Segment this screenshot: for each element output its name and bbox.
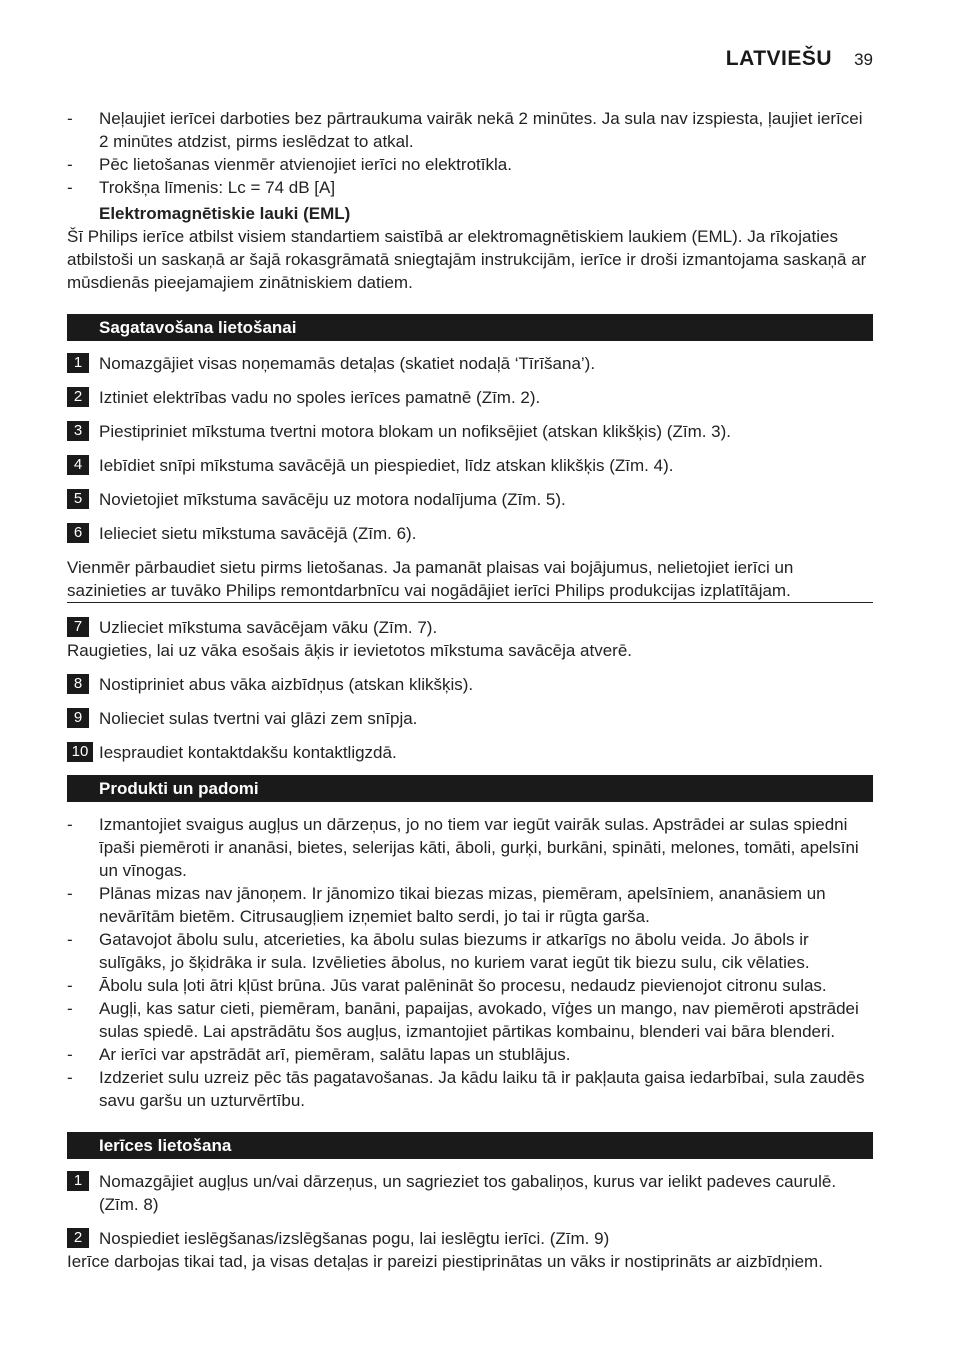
language-label: LATVIEŠU <box>725 47 833 70</box>
step-number: 2 <box>67 1228 89 1248</box>
warning-text: Vienmēr pārbaudiet sietu pirms lietošanas. Ja pamanāt plaisas vai bojājumus, nelietojiet ierīci un sazinieties ar tuvāko Philips remontdarbnīcu vai nogādājiet ierīci Philips produkcijas izplatītājam. <box>67 556 873 603</box>
step-text: Novietojiet mīkstuma savācēju uz motora nodalījuma (Zīm. 5). <box>99 490 566 509</box>
step-number: 7 <box>67 617 89 637</box>
step-number: 2 <box>67 387 89 407</box>
step-item <box>67 741 873 764</box>
step-number: 5 <box>67 489 89 509</box>
step-item <box>67 1227 873 1250</box>
step-item <box>67 386 873 409</box>
step-text: Nomazgājiet visas noņemamās detaļas (skatiet nodaļā ‘Tīrīšana’). <box>99 354 596 373</box>
step-text: Iebīdiet snīpi mīkstuma savācējā un piespiediet, līdz atskan klikšķis (Zīm. 4). <box>99 456 674 475</box>
list-item: - Augļi, kas satur cieti, piemēram, banāni, papaijas, avokado, vīģes un mango, nav piemēroti apstrādei sulas spiedē. Lai apstrādātu šos augļus, izmantojiet pārtikas kombainu, blenderi vai bāra blenderi. <box>67 997 873 1043</box>
list-item: - Izdzeriet sulu uzreiz pēc tās pagatavošanas. Ja kādu laiku tā ir pakļauta gaisa iedarbībai, sula zaudēs savu garšu un uzturvērtību. <box>67 1066 873 1112</box>
safety-list <box>67 107 873 199</box>
list-item: - Trokšņa līmenis: Lc = 74 dB [A] <box>67 176 873 199</box>
step-number: 3 <box>67 421 89 441</box>
step-item <box>67 352 873 375</box>
step-item <box>67 454 873 477</box>
step-number: 1 <box>67 353 89 373</box>
section-heading-usage: Ierīces lietošana <box>67 1132 873 1159</box>
step-item <box>67 616 873 639</box>
list-item: - Izmantojiet svaigus augļus un dārzeņus, jo no tiem var iegūt vairāk sulas. Apstrādei ar sulas spiedni īpaši piemēroti ir ananāsi, bietes, selerijas kāti, āboli, gurķi, burkāni, spināti, melones, tomāti, apelsīni un vīnogas. <box>67 813 873 882</box>
step-number: 1 <box>67 1171 89 1191</box>
emf-heading: Elektromagnētiskie lauki (EML) <box>99 204 351 223</box>
step-item <box>67 1170 873 1216</box>
list-item: - Ar ierīci var apstrādāt arī, piemēram, salātu lapas un stublājus. <box>67 1043 873 1066</box>
usage-note: Ierīce darbojas tikai tad, ja visas detaļas ir pareizi piestiprinātas un vāks ir nostiprināts ar aizbīdņiem. <box>67 1252 823 1271</box>
page-content <box>67 107 873 1273</box>
step-text: Piestipriniet mīkstuma tvertni motora blokam un nofiksējiet (atskan klikšķis) (Zīm. 3). <box>99 422 732 441</box>
step-number: 8 <box>67 674 89 694</box>
section-heading-tips: Produkti un padomi <box>67 775 873 802</box>
step-number: 4 <box>67 455 89 475</box>
list-item: - Ābolu sula ļoti ātri kļūst brūna. Jūs varat palēnināt šo procesu, nedaudz pievienojot citronu sulas. <box>67 974 873 997</box>
step-item <box>67 673 873 696</box>
list-item: - Pēc lietošanas vienmēr atvienojiet ierīci no elektrotīkla. <box>67 153 873 176</box>
page-number: 39 <box>854 50 873 69</box>
list-item: - Neļaujiet ierīcei darboties bez pārtraukuma vairāk nekā 2 minūtes. Ja sula nav izspiesta, ļaujiet ierīcei 2 minūtes atdzist, pirms ieslēdzat to atkal. <box>67 107 873 153</box>
step-text: Nostipriniet abus vāka aizbīdņus (atskan klikšķis). <box>99 675 474 694</box>
list-item: - Plānas mizas nav jānoņem. Ir jānomizo tikai biezas mizas, piemēram, apelsīniem, ananāsiem un nevārītām bietēm. Citrusaugļiem izņemiet balto serdi, jo tai ir rūgta garša. <box>67 882 873 928</box>
step-text: Uzlieciet mīkstuma savācējam vāku (Zīm. 7). <box>99 618 438 637</box>
section-heading-preparation: Sagatavošana lietošanai <box>67 314 873 341</box>
tips-list <box>67 813 873 1112</box>
step-text: Nomazgājiet augļus un/vai dārzeņus, un sagrieziet tos gabaliņos, kurus var ielikt padeves caurulē. (Zīm. 8) <box>99 1172 837 1214</box>
step-text: Nospiediet ieslēgšanas/izslēgšanas pogu, lai ieslēgtu ierīci. (Zīm. 9) <box>99 1229 610 1248</box>
step-number: 9 <box>67 708 89 728</box>
page-header <box>726 47 873 71</box>
step-text: Nolieciet sulas tvertni vai glāzi zem snīpja. <box>99 709 418 728</box>
step-item <box>67 488 873 511</box>
step-item <box>67 420 873 443</box>
emf-text: Šī Philips ierīce atbilst visiem standartiem saistībā ar elektromagnētiskiem laukiem (EML). Ja rīkojaties atbilstoši un saskaņā ar šajā rokasgrāmatā sniegtajām instrukcijām, ierīce ir droši izmantojama saskaņā ar mūsdienās pieejamajiem zinātniskiem datiem. <box>67 227 867 292</box>
step-item <box>67 522 873 545</box>
step-note: Raugieties, lai uz vāka esošais āķis ir ievietotos mīkstuma savācēja atverē. <box>67 641 633 660</box>
list-item: - Gatavojot ābolu sulu, atcerieties, ka ābolu sulas biezums ir atkarīgs no ābolu veida. Jo ābols ir sulīgāks, jo šķidrāka ir sula. Izvēlieties ābolus, no kuriem varat iegūt tik biezu sulu, cik vēlaties. <box>67 928 873 974</box>
step-number: 10 <box>67 742 93 762</box>
step-number: 6 <box>67 523 89 543</box>
step-text: Iespraudiet kontaktdakšu kontaktligzdā. <box>99 743 397 762</box>
step-item <box>67 707 873 730</box>
step-text: Ielieciet sietu mīkstuma savācējā (Zīm. 6). <box>99 524 417 543</box>
step-text: Iztiniet elektrības vadu no spoles ierīces pamatnē (Zīm. 2). <box>99 388 541 407</box>
